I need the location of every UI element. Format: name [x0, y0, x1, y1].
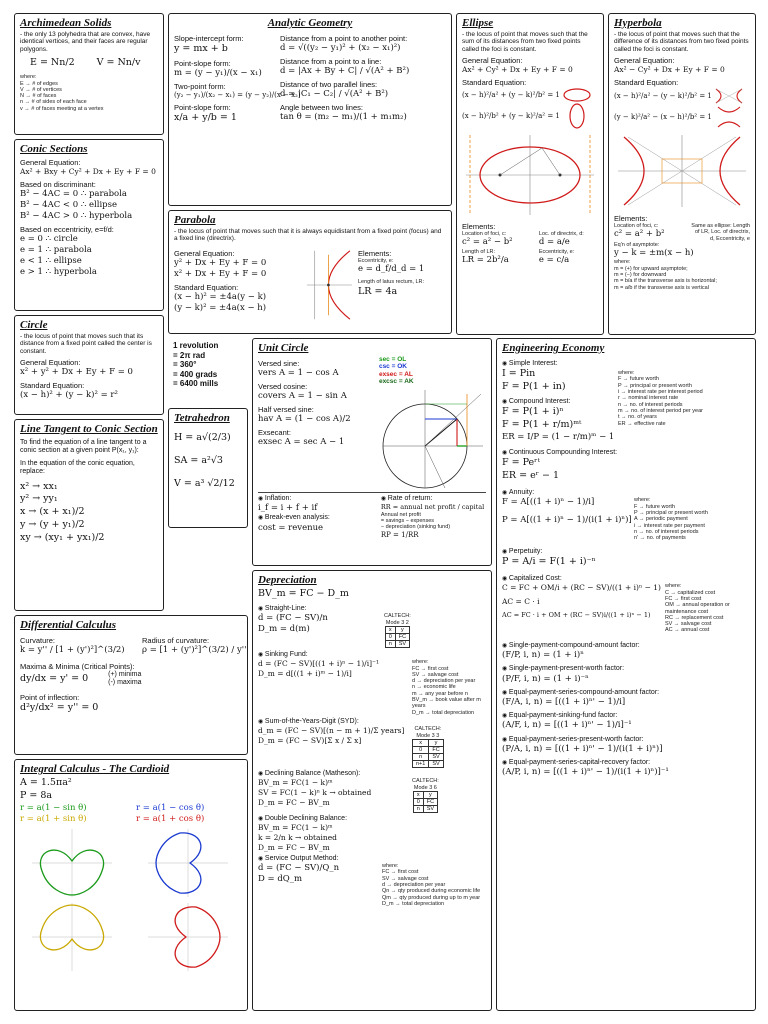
hyperbola-standard: (y − k)²/a² − (x − h)²/b² = 1: [614, 112, 712, 121]
sinking-eq: d = (FC − SV)[((1 + i)ⁿ − 1)/i]⁻¹: [258, 659, 379, 669]
unit-circle-legend: exsec = AL: [378, 370, 413, 378]
tangent-rule: y → (y + y₁)/2: [20, 519, 85, 530]
unit-circle-legend: csc = OK: [378, 363, 407, 371]
parabola-ecc-label: Eccentricity, e:: [358, 257, 394, 264]
inflection-eq: d²y/dx² = y'' = 0: [20, 701, 99, 713]
caltech-label: CALTECH:: [412, 778, 439, 785]
cardioid-plot-red: [148, 903, 228, 971]
point-slope-eq: m = (y − y₁)/(x − x₁): [174, 67, 262, 78]
annuity-where: F → future worth: [634, 503, 675, 510]
caltech-label: CALTECH:: [384, 613, 411, 620]
caltech-table: x y 0 FC n SV n+1 SV: [412, 739, 444, 768]
hyperbola-general: Ax² − Cy² + Dx + Ey + F = 0: [614, 65, 725, 75]
cardioid-perimeter: P = 8a: [20, 789, 53, 801]
ellipse-desc: - the locus of point that moves such that the sum of its distances from two fixed points called the foci is constant.: [462, 31, 588, 53]
annuity-eq: F = A[((1 + i)ⁿ − 1)/i]: [502, 497, 595, 508]
ellipse-general: Ax² + Cy² + Dx + Ey + F = 0: [462, 65, 573, 75]
conic-ecc: e = 1 ∴ parabola: [20, 244, 92, 255]
revolution-item: = 2π rad: [173, 350, 206, 360]
archimedean-where: where:: [20, 74, 37, 81]
cap-where: FC → first cost: [664, 595, 702, 602]
hyperbola-asym-where: m = b/a if the transverse axis is horizontal;: [614, 278, 717, 285]
simple-label: ◉ Simple Interest:: [502, 360, 614, 368]
ellipse-general-label: General Equation:: [462, 56, 523, 66]
compound-eq: F = P(1 + r/m)ᵐᵗ: [502, 419, 582, 431]
maxmin-note: (-) maxima: [108, 679, 142, 687]
hyperbola-standard-label: Standard Equation:: [614, 78, 679, 88]
inflection-label: Point of inflection:: [20, 692, 80, 702]
cap-where: C → capitalized cost: [664, 589, 716, 596]
hyperbola-asym-where: m = (+) for upward asymptote;: [614, 265, 688, 272]
cardioid-plot-yellow: [32, 903, 112, 971]
circle-standard-label: Standard Equation:: [20, 381, 85, 391]
caltech-table: x y 0 FC n SV: [385, 626, 410, 648]
service-where: where:: [382, 863, 399, 870]
hyperbola-vertical-icon: [714, 105, 744, 129]
parabola-standard-label: Standard Equation:: [174, 283, 239, 293]
epscr-label: ◉ Equal-payment-series-capital-recovery factor:: [502, 759, 750, 767]
cardioid-box: [14, 759, 248, 1011]
revolution-item: 1 revolution: [173, 341, 219, 350]
slope-intercept-eq: y = mx + b: [174, 43, 228, 54]
archimedean-def: E → # of edges: [20, 80, 58, 87]
ellipse-standard-label: Standard Equation:: [462, 78, 527, 88]
cap-where: SV → salvage cost: [664, 621, 712, 628]
ellipse-lr-label: Length of LR:: [462, 248, 496, 255]
angle-eq: tan θ = (m₂ − m₁)/(1 + m₁m₂): [280, 112, 407, 123]
ellipse-lr: LR = 2b²/a: [462, 254, 509, 265]
sinking-where: BV_m → book value after m years: [412, 697, 481, 710]
rp-eq: RP = 1/RR: [380, 530, 419, 539]
service-where: Qm → qty produced during up to m year: [382, 894, 481, 901]
cardioid-eq: r = a(1 − cos θ): [136, 802, 205, 813]
hyperbola-diagram: [614, 131, 750, 211]
hyperbola-standard: (x − h)²/a² − (y − k)²/b² = 1: [614, 91, 712, 100]
annuity-where: A → periodic payment: [634, 516, 688, 523]
intercept-eq: x/a + y/b = 1: [174, 111, 237, 123]
conic-disc: B² − 4AC > 0 ∴ hyperbola: [20, 210, 133, 221]
epssf-eq: (A/F, i, n) = [((1 + i)ⁿ' − 1)/i]⁻¹: [502, 720, 632, 731]
service-where: FC → first cost: [382, 869, 419, 876]
syd-eq: d_m = (FC − SV)[(n − m + 1)/Σ years]: [258, 726, 405, 736]
annuity-label: ◉ Annuity:: [502, 489, 750, 497]
parabola-general: y² + Dx + Ey + F = 0: [174, 257, 267, 268]
engineering-economy-box: [496, 338, 756, 1011]
declining-eq: BV_m = FC(1 − k)ᵐ: [258, 778, 333, 788]
ellipse-box: [456, 13, 604, 335]
dist-par-eq: d = |C₁ − C₂| / √(A² + B²): [280, 89, 389, 100]
ellipse-diagram: [462, 131, 598, 219]
exsec-label: Exsecant:: [258, 428, 291, 438]
compound-eq: ER = I/P = (1 − r/m)ᵐ − 1: [502, 432, 615, 443]
compound-eq: F = P(1 + i)ⁿ: [502, 406, 564, 418]
ellipse-title: Ellipse: [462, 17, 494, 29]
cardioid-plot-green: [32, 829, 112, 897]
straight-eq: D_m = d(m): [258, 624, 310, 635]
curvature-eq: k = y'' / [1 + (y')²]^(3/2): [20, 645, 125, 655]
tangent-rule: y² → yy₁: [20, 493, 58, 505]
service-label: ◉ Service Output Method:: [258, 855, 486, 863]
conic-disc-label: Based on discriminant:: [20, 179, 96, 189]
revolution-item: = 6400 mills: [173, 379, 219, 389]
circle-general-eq: x² + y² + Dx + Ey + F = 0: [20, 367, 133, 378]
double-eq: k = 2/n k → obtained: [258, 833, 337, 843]
hyperbola-foci: c² = a² + b²: [614, 229, 665, 240]
ellipse-dir-label: Loc. of directrix, d:: [538, 231, 584, 238]
service-eq: D = dQ_m: [258, 874, 303, 885]
hyperbola-general-label: General Equation:: [614, 56, 675, 66]
archimedean-formula-e: E = Nn/2: [30, 57, 75, 69]
annuity-where: i → interest rate per payment: [634, 522, 705, 529]
annuity-where: P → principal or present worth: [634, 510, 708, 517]
straight-eq: d = (FC − SV)/n: [258, 613, 328, 624]
hyperbola-desc: - the locus of point that moves such that the difference of its distances from two fixed points called the foci is constant.: [614, 31, 749, 53]
cardioid-eq: r = a(1 + cos θ): [136, 813, 205, 824]
capitalized-label: ◉ Capitalized Cost:: [502, 575, 750, 583]
ellipse-elements-label: Elements:: [462, 222, 496, 232]
maxmin-note: (+) minima: [108, 671, 142, 679]
dist-pts-label: Distance from a point to another point:: [280, 34, 408, 43]
compound-label: ◉ Compound Interest:: [502, 398, 614, 406]
versed-label: Versed sine:: [258, 359, 300, 368]
continuous-eq: F = Peʳᵗ: [502, 457, 540, 469]
double-eq: D_m = FC − BV_m: [258, 842, 330, 852]
sinking-where: d → depreciation per year: [412, 678, 476, 685]
annuity-eq: P = A[((1 + i)ⁿ − 1)/(i(1 + i)ⁿ)]: [502, 514, 632, 525]
archimedean-title: Archimedean Solids: [20, 17, 112, 29]
hyperbola-asym: y − k = ±m(x − h): [614, 248, 694, 259]
revolution-item: = 360°: [173, 360, 197, 370]
hyperbola-asym-where: m = (−) for downward: [614, 272, 667, 279]
maxmin-label: Maxima & Minima (Critical Points):: [20, 662, 135, 672]
annuity-where: n' → no. of payments: [634, 535, 686, 542]
conic-general-eq: Ax² + Bxy + Cy² + Dx + Ey + F = 0: [20, 167, 156, 176]
spca-label: ◉ Single-payment-compound-amount factor:: [502, 642, 750, 650]
ellipse-foci: c² = a² − b²: [462, 237, 513, 248]
epspw-eq: (P/A, i, n) = [((1 + i)ⁿ' − 1)/(i(1 + i)ⁿ)]: [502, 743, 663, 754]
cardioid-eq: r = a(1 + sin θ): [20, 813, 87, 824]
simple-where: r → nominal interest rate: [618, 395, 679, 402]
sinking-where: where:: [412, 659, 429, 666]
capitalized-eq: C = FC + OM/i + (RC − SV)/((1 + i)ⁿ − 1): [502, 583, 661, 593]
slope-intercept-label: Slope-intercept form:: [174, 34, 244, 43]
radius-eq: ρ = [1 + (y')²]^(3/2) / y'': [142, 645, 247, 655]
parabola-desc: - the locus of point that moves such that it is always equidistant from a fixed point (focus) and a fixed line (directrix).: [174, 228, 442, 243]
differential-box: [14, 615, 248, 755]
tetrahedron-v: V = a³ √2/12: [174, 477, 235, 489]
epssf-label: ◉ Equal-payment-sinking-fund factor:: [502, 712, 750, 720]
syd-label: ◉ Sum-of-the-Years-Digit (SYD):: [258, 718, 486, 726]
simple-where: ER → effective rate: [618, 420, 666, 427]
parabola-title: Parabola: [174, 214, 216, 226]
circle-box: [14, 315, 164, 415]
ellipse-ecc: e = c/a: [538, 254, 570, 265]
ror-note: Annual net profit: [380, 511, 421, 518]
ellipse-foci-label: Location of foci, c:: [462, 231, 507, 238]
hyperbola-asym-where: where:: [614, 259, 631, 266]
conic-ecc: e < 1 ∴ ellipse: [20, 255, 82, 266]
parabola-lr-label: Length of latus rectum, LR:: [358, 279, 425, 286]
depreciation-title: Depreciation: [258, 574, 317, 586]
hyperbola-same-as-ellipse: Same as ellipse: Length of LR, Loc. of directrix, d, Eccentricity, e: [691, 223, 750, 242]
simple-where: t → no. of years: [618, 414, 657, 421]
revolution-box: [168, 338, 248, 406]
conic-ecc-label: Based on eccentricity, e=f/d:: [20, 224, 114, 234]
cap-where: where:: [664, 583, 682, 590]
econ-title: Engineering Economy: [502, 342, 605, 354]
service-where: d → depreciation per year: [382, 882, 446, 889]
parabola-general-label: General Equation:: [174, 248, 235, 258]
archimedean-solids-box: [14, 13, 164, 135]
hyperbola-asym-label: Eq'n of asymptote:: [614, 242, 660, 249]
double-label: ◉ Double Declining Balance:: [258, 815, 486, 823]
declining-eq: SV = FC(1 − k)ⁿ k → obtained: [258, 788, 372, 798]
tetrahedron-title: Tetrahedron: [174, 412, 230, 424]
caltech-table: x y 0 FC n SV: [413, 791, 438, 813]
straight-label: ◉ Straight-Line:: [258, 605, 486, 613]
simple-eq: I = Pin: [502, 368, 536, 380]
service-where: Qn → qty produced during economic life: [382, 888, 481, 895]
hav-eq: hav A = (1 − cos A)/2: [258, 414, 351, 425]
tangent-rule: x → (x + x₁)/2: [20, 506, 85, 518]
cap-where: OM → annual operation or maintenance cost: [664, 602, 730, 615]
ror-note: = savings − expenses: [380, 518, 435, 525]
declining-eq: D_m = FC − BV_m: [258, 797, 330, 807]
archimedean-def: N → # of faces: [20, 93, 57, 100]
simple-where: n → no. of interest periods: [618, 401, 683, 408]
maxmin-eq: dy/dx = y' = 0: [20, 673, 89, 685]
angle-label: Angle between two lines:: [280, 103, 363, 113]
tangent-rule: xy → (xy₁ + yx₁)/2: [20, 531, 105, 543]
tetrahedron-sa: SA = a²√3: [174, 454, 223, 466]
continuous-label: ◉ Continuous Compounding Interest:: [502, 449, 750, 457]
hyperbola-foci-label: Location of foci, c:: [614, 223, 659, 230]
dist-par-label: Distance of two parallel lines:: [280, 80, 378, 90]
conic-title: Conic Sections: [20, 143, 88, 155]
ellipse-vertical-icon: [562, 103, 592, 129]
sinking-eq: D_m = d[((1 + i)ᵐ − 1)/i]: [258, 668, 352, 678]
tangent-desc: To find the equation of a line tangent to a conic section at a given point P(x₁, y₁):: [20, 439, 147, 455]
sinking-where: m → any year before n: [412, 690, 468, 697]
unit-circle-legend: sec = OL: [378, 356, 407, 363]
archimedean-def: v → # of faces meeting at a vertex: [20, 105, 104, 112]
circle-title: Circle: [20, 319, 48, 331]
epsca-label: ◉ Equal-payment-series-compound-amount factor:: [502, 689, 750, 697]
archimedean-def: n → # of sides of each face: [20, 99, 87, 106]
annuity-where: where:: [634, 497, 651, 504]
unit-circle-diagram: [379, 386, 485, 490]
sinking-where: n → economic life: [412, 684, 456, 691]
tangent-desc2: In the equation of the conic equation, replace:: [20, 459, 135, 476]
unit-circle-title: Unit Circle: [258, 342, 309, 354]
two-point-eq: (y₂ − y₁)/(x₂ − x₁) = (y − y₂)/(x − x₂): [174, 90, 301, 99]
coversed-label: Versed cosine:: [258, 382, 308, 392]
cardioid-plots: [20, 825, 242, 975]
ellipse-standard: (x − h)²/b² + (y − k)²/a² = 1: [462, 111, 560, 120]
dist-line-eq: d = |Ax + By + C| / √(A² + B²): [280, 66, 410, 77]
caltech-mode: Mode 3 3: [416, 732, 440, 739]
cap-where: AC → annual cost: [664, 627, 710, 634]
depreciation-box: [252, 570, 492, 1011]
sppw-label: ◉ Single-payment-present-worth factor:: [502, 665, 750, 673]
capitalized-eq: AC = C · i: [502, 597, 540, 607]
analytic-title: Analytic Geometry: [267, 17, 353, 29]
perpetuity-label: ◉ Perpetuity:: [502, 548, 750, 556]
conic-general-label: General Equation:: [20, 158, 81, 167]
breakeven-eq: cost = revenue: [258, 522, 324, 533]
hyperbola-title: Hyperbola: [614, 17, 662, 29]
revolution-item: = 400 grads: [173, 369, 218, 379]
versed-eq: vers A = 1 − cos A: [258, 368, 339, 378]
parabola-box: [168, 210, 452, 334]
simple-where: F → future worth: [618, 376, 659, 383]
hyperbola-box: [608, 13, 756, 335]
ellipse-ecc-label: Eccentricity, e:: [538, 248, 575, 255]
unit-circle-legend: excsc = AK: [378, 378, 414, 386]
hyperbola-horizontal-icon: [714, 87, 744, 105]
simple-eq: F = P(1 + in): [502, 381, 566, 393]
breakeven-label: ◉ Break-even analysis:: [258, 514, 375, 522]
conic-disc: B² − 4AC < 0 ∴ ellipse: [20, 199, 117, 210]
coversed-eq: covers A = 1 − sin A: [258, 391, 347, 402]
archimedean-def: V → # of vertices: [20, 86, 62, 93]
sinking-label: ◉ Sinking Fund:: [258, 651, 486, 659]
intercept-label: Point-slope form:: [174, 102, 231, 112]
unit-circle-box: [252, 338, 492, 566]
caltech-mode: Mode 3 2: [385, 619, 409, 626]
epspw-label: ◉ Equal-payment-series-present-worth factor:: [502, 736, 750, 744]
point-slope-label: Point-slope form:: [174, 58, 231, 68]
tetrahedron-box: [168, 408, 248, 528]
circle-desc: - the locus of point that moves such that its distance from a fixed point called the center is constant.: [20, 333, 152, 355]
archimedean-desc: - the only 13 polyhedra that are convex, have identical vertices, and their faces are regular polygons.: [20, 31, 151, 53]
ellipse-horizontal-icon: [562, 87, 592, 103]
conic-disc: B² − 4AC = 0 ∴ parabola: [20, 188, 127, 199]
hyperbola-asym-where: m = a/b if the transverse axis is vertical: [614, 284, 709, 291]
ellipse-dir: d = a/e: [538, 237, 570, 248]
inflation-label: ◉ Inflation:: [258, 495, 375, 503]
continuous-eq: ER = eʳ − 1: [502, 470, 560, 482]
sppw-eq: (P/F, i, n) = (1 + i)⁻ⁿ: [502, 673, 589, 684]
cardioid-area: A = 1.5πa²: [20, 777, 72, 788]
simple-where: i → interest rate per interest period: [618, 388, 703, 395]
radius-label: Radius of curvature:: [142, 636, 210, 645]
two-point-label: Two-point form:: [174, 81, 226, 91]
annuity-where: n → no. of interest periods: [634, 529, 699, 536]
caltech-mode: Mode 3 6: [413, 784, 437, 791]
ellipse-standard: (x − h)²/a² + (y − k)²/b² = 1: [462, 90, 560, 99]
analytic-geometry-box: [168, 13, 452, 206]
parabola-general: x² + Dx + Ey + F = 0: [174, 268, 267, 279]
cap-where: RC → replacement cost: [664, 614, 724, 621]
capitalized-eq: AC = FC · i + OM + (RC − SV)i/((1 + i)ⁿ − 1): [502, 610, 651, 619]
perpetuity-eq: P = A/i = F(1 + i)⁻ⁿ: [502, 556, 596, 568]
tetrahedron-h: H = a√(2/3): [174, 432, 231, 443]
hav-label: Half versed sine:: [258, 405, 314, 415]
ror-eq: RR = annual net profit / capital: [380, 503, 485, 512]
epsca-eq: (F/A, i, n) = [((1 + i)ⁿ' − 1)/i]: [502, 697, 626, 708]
inflation-eq: i_f = i + f + if: [258, 503, 318, 514]
sinking-where: D_m → total depreciation: [412, 709, 475, 716]
parabola-lr: LR = 4a: [358, 285, 398, 297]
simple-where: P → principal or present worth: [618, 382, 692, 389]
conic-ecc: e > 1 ∴ hyperbola: [20, 267, 97, 278]
syd-eq: D_m = (FC − SV)[Σ x / Σ x]: [258, 736, 362, 746]
spca-eq: (F/P, i, n) = (1 + i)ⁿ: [502, 650, 584, 661]
cardioid-eq: r = a(1 − sin θ): [20, 802, 87, 813]
exsec-eq: exsec A = sec A − 1: [258, 437, 345, 448]
differential-title: Differential Calculus: [20, 619, 117, 631]
simple-where: m → no. of interest period per year: [618, 407, 703, 414]
tangent-box: [14, 419, 164, 611]
service-where: D_m → total depreciation: [382, 900, 445, 907]
circle-standard-eq: (x − h)² + (y − k)² = r²: [20, 390, 118, 401]
cardioid-plot-blue: [148, 829, 228, 897]
epscr-eq: (A/P, i, n) = [((1 + i)ⁿ' − 1)/(i(1 + i)ⁿ)]⁻¹: [502, 767, 669, 778]
depreciation-bv: BV_m = FC − D_m: [258, 588, 349, 599]
parabola-ecc: e = d_f/d_d = 1: [358, 264, 425, 275]
hyperbola-elements-label: Elements:: [614, 214, 648, 224]
circle-general-label: General Equation:: [20, 358, 81, 368]
parabola-standard: (y − k)² = ±4a(x − h): [174, 303, 267, 314]
conic-sections-box: [14, 139, 164, 311]
ror-note: − depreciation (sinking fund): [380, 524, 451, 531]
caltech-label: CALTECH:: [414, 726, 442, 733]
sinking-where: SV → salvage cost: [412, 671, 459, 678]
sinking-where: FC → first cost: [412, 665, 449, 672]
parabola-elements-label: Elements:: [358, 248, 392, 258]
tangent-title: Line Tangent to Conic Section: [20, 423, 158, 435]
parabola-diagram: [303, 246, 354, 324]
ror-label: ◉ Rate of return:: [381, 495, 486, 503]
conic-ecc: e = 0 ∴ circle: [20, 233, 78, 244]
service-where: SV → salvage cost: [382, 875, 429, 882]
dist-line-label: Distance from a point to a line:: [280, 57, 382, 67]
declining-label: ◉ Declining Balance (Matheson):: [258, 770, 486, 778]
simple-where: where:: [618, 370, 635, 376]
double-eq: BV_m = FC(1 − k)ᵐ: [258, 823, 333, 833]
service-eq: d = (FC − SV)/Q_n: [258, 863, 340, 874]
tangent-rule: x² → xx₁: [20, 480, 58, 492]
archimedean-formula-v: V = Nn/v: [96, 57, 141, 69]
cardioid-title: Integral Calculus - The Cardioid: [20, 763, 170, 775]
dist-pts-eq: d = √((y₂ − y₁)² + (x₂ − x₁)²): [280, 43, 401, 53]
parabola-standard: (x − h)² = ±4a(y − k): [174, 292, 267, 303]
curvature-label: Curvature:: [20, 636, 56, 645]
